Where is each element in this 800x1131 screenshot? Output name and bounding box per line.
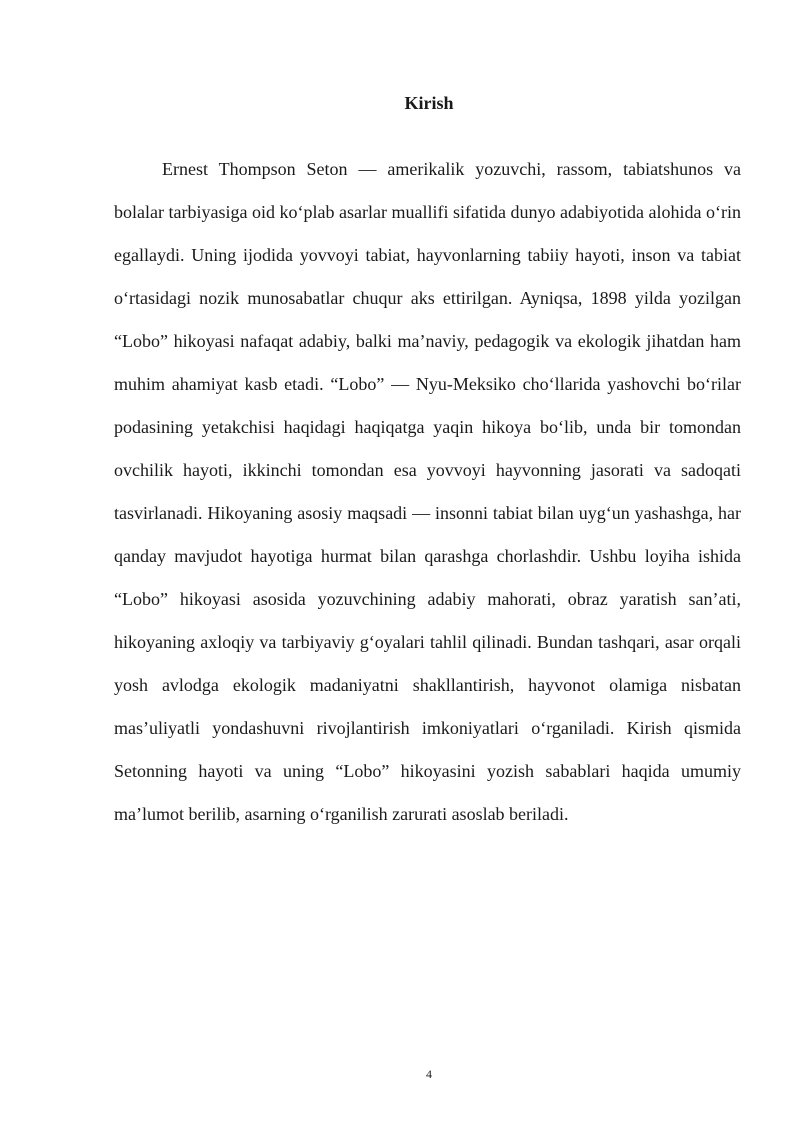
body-paragraph: Ernest Thompson Seton — amerikalik yozuvchi, rassom, tabiatshunos va bolalar tarbiyasiga oid ko‘plab asarlar muallifi sifatida dunyo adabiyotida alohida o‘rin egallaydi. Uning ijodida yovvoyi tabiat, hayvonlarning tabiiy hayoti, inson va tabiat o‘rtasidagi nozik munosabatlar chuqur aks ettirilgan. Ayniqsa, 1898 yilda yozilgan “Lobo” hikoyasi nafaqat adabiy, balki ma’naviy, pedagogik va ekologik jihatdan ham muhim ahamiyat kasb etadi. “Lobo” — Nyu-Meksiko cho‘llarida yashovchi bo‘rilar podasining yetakchisi haqidagi haqiqatga yaqin hikoya bo‘lib, unda bir tomondan ovchilik hayoti, ikkinchi tomondan esa yovvoyi hayvonning jasorati va sadoqati tasvirlanadi. Hikoyaning asosiy maqsadi — insonni tabiat bilan uyg‘un yashashga, har qanday mavjudot hayotiga hurmat bilan qarashga chorlashdir. Ushbu loyiha ishida “Lobo” hikoyasi asosida yozuvchining adabiy mahorati, obraz yaratish san’ati, hikoyaning axloqiy va tarbiyaviy g‘oyalari tahlil qilinadi. Bundan tashqari, asar orqali yosh avlodga ekologik madaniyatni shakllantirish, hayvonot olamiga nisbatan mas’uliyatli yondashuvni rivojlantirish imkoniyatlari o‘rganiladi. Kirish qismida Setonning hayoti va uning “Lobo” hikoyasini yozish sabablari haqida umumiy ma’lumot berilib, asarning o‘rganilish zarurati asoslab beriladi.: [114, 159, 741, 824]
page-number: 4: [426, 1067, 432, 1081]
section-heading: Kirish: [404, 93, 454, 113]
